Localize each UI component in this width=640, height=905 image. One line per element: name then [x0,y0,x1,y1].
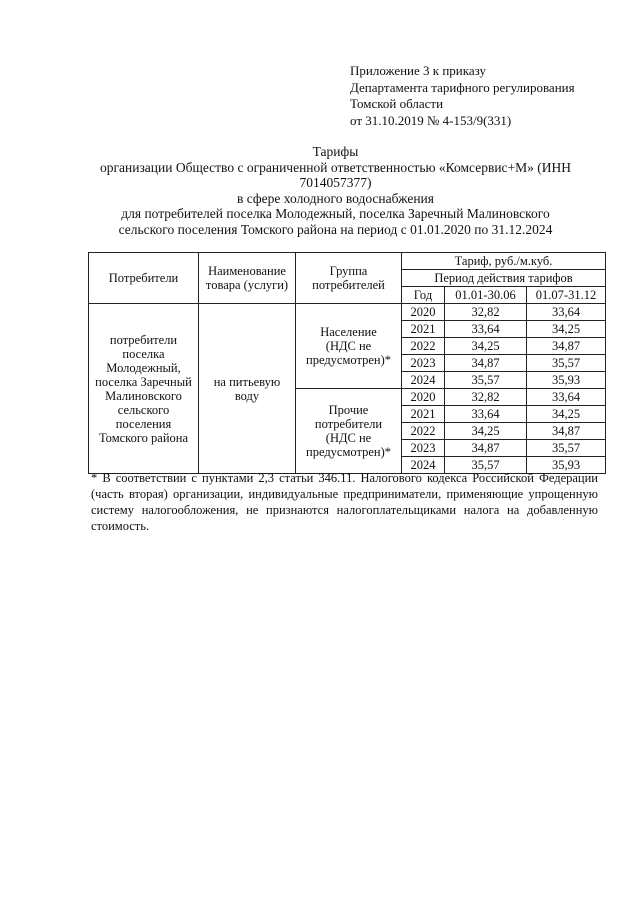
tariff-h1-cell: 32,82 [445,389,527,406]
tariff-h1-cell: 34,87 [445,440,527,457]
tariff-h2-cell: 34,87 [527,423,606,440]
header-half2: 01.07-31.12 [527,287,606,304]
heading-line: в сфере холодного водоснабжения [237,190,434,206]
tariff-h1-cell: 33,64 [445,321,527,338]
group-line: предусмотрен)* [306,445,391,459]
header-year: Год [402,287,445,304]
consumer-line: потребители [109,332,178,347]
appendix-line: Томской области [350,96,444,111]
tariff-h2-cell: 35,93 [527,372,606,389]
tariff-h2-cell: 34,25 [527,321,606,338]
group-line: Население [320,325,377,339]
group-line: предусмотрен)* [306,353,391,367]
appendix-line: от 31.10.2019 № 4-153/9(331) [350,112,512,128]
group-line: (НДС не [325,339,372,353]
tariff-h1-cell: 34,87 [445,355,527,372]
year-cell: 2022 [402,423,445,440]
tariff-h2-cell: 35,93 [527,457,606,474]
tariff-table [88,252,606,474]
header-tariff: Тариф, руб./м.куб. [402,253,606,270]
tariff-h1-cell: 34,25 [445,423,527,440]
year-cell: 2020 [402,304,445,321]
year-cell: 2024 [402,457,445,474]
heading-line: Тарифы [312,144,359,159]
tariff-h2-cell: 35,57 [527,440,606,457]
tariff-h2-cell: 33,64 [527,389,606,406]
tariff-h1-cell: 35,57 [445,457,527,474]
consumer-line: Малиновского [105,388,182,403]
tariff-h1-cell: 35,57 [445,372,527,389]
tariff-h2-cell: 34,25 [527,406,606,423]
year-cell: 2021 [402,406,445,423]
consumer-line: поселка Заречный [95,374,192,389]
year-cell: 2023 [402,355,445,372]
consumer-line: поселка [122,346,165,361]
group-cell-other [296,389,402,474]
consumer-line: Молодежный, [106,360,181,375]
appendix-line: Департамента тарифного регулирования [350,79,575,95]
consumer-line: Томского района [98,430,189,445]
heading-line: организации Общество с ограниченной ответственностью «Комсервис+М» (ИНН [99,159,572,175]
header-half1: 01.01-30.06 [445,287,527,304]
product-line: на питьевую [213,374,281,389]
group-line: Прочие [328,403,369,417]
consumers-cell [89,304,199,474]
header-group: Группа потребителей [296,253,402,304]
group-line: (НДС не [325,431,372,445]
tariff-table-body [89,253,606,474]
tariff-h1-cell: 33,64 [445,406,527,423]
tariff-h2-cell: 33,64 [527,304,606,321]
group-line: потребители [314,417,383,431]
appendix-reference [350,63,610,129]
year-cell: 2024 [402,372,445,389]
year-cell: 2022 [402,338,445,355]
table-row [89,304,606,321]
appendix-line: Приложение 3 к приказу [350,63,487,78]
header-consumers: Потребители [89,253,199,304]
consumer-line: сельского [117,402,170,417]
year-cell: 2023 [402,440,445,457]
document-heading [88,144,583,237]
year-cell: 2021 [402,321,445,338]
header-period: Период действия тарифов [402,270,606,287]
product-cell [199,304,296,474]
footnote: * В соответствии с пунктами 2,3 статьи 346.11. Налогового кодекса Российской Федерации (часть вторая) организации, индивидуальные предприниматели, применяющие упрощенную систему налогообложения, не признаются налогоплательщиками налога на добавленную стоимость. [91,471,598,533]
consumer-line: поселения [115,416,172,431]
group-cell-population [296,304,402,389]
heading-line: для потребителей поселка Молодежный, поселка Заречный Малиновского [121,206,550,221]
tariff-h2-cell: 34,87 [527,338,606,355]
heading-line: 7014057377) [299,175,372,190]
tariff-h1-cell: 32,82 [445,304,527,321]
product-line: воду [234,388,260,403]
heading-line: сельского поселения Томского района на период с 01.01.2020 по 31.12.2024 [118,221,553,237]
tariff-h2-cell: 35,57 [527,355,606,372]
tariff-h1-cell: 34,25 [445,338,527,355]
header-row [89,253,606,270]
year-cell: 2020 [402,389,445,406]
header-product: Наименование товара (услуги) [199,253,296,304]
